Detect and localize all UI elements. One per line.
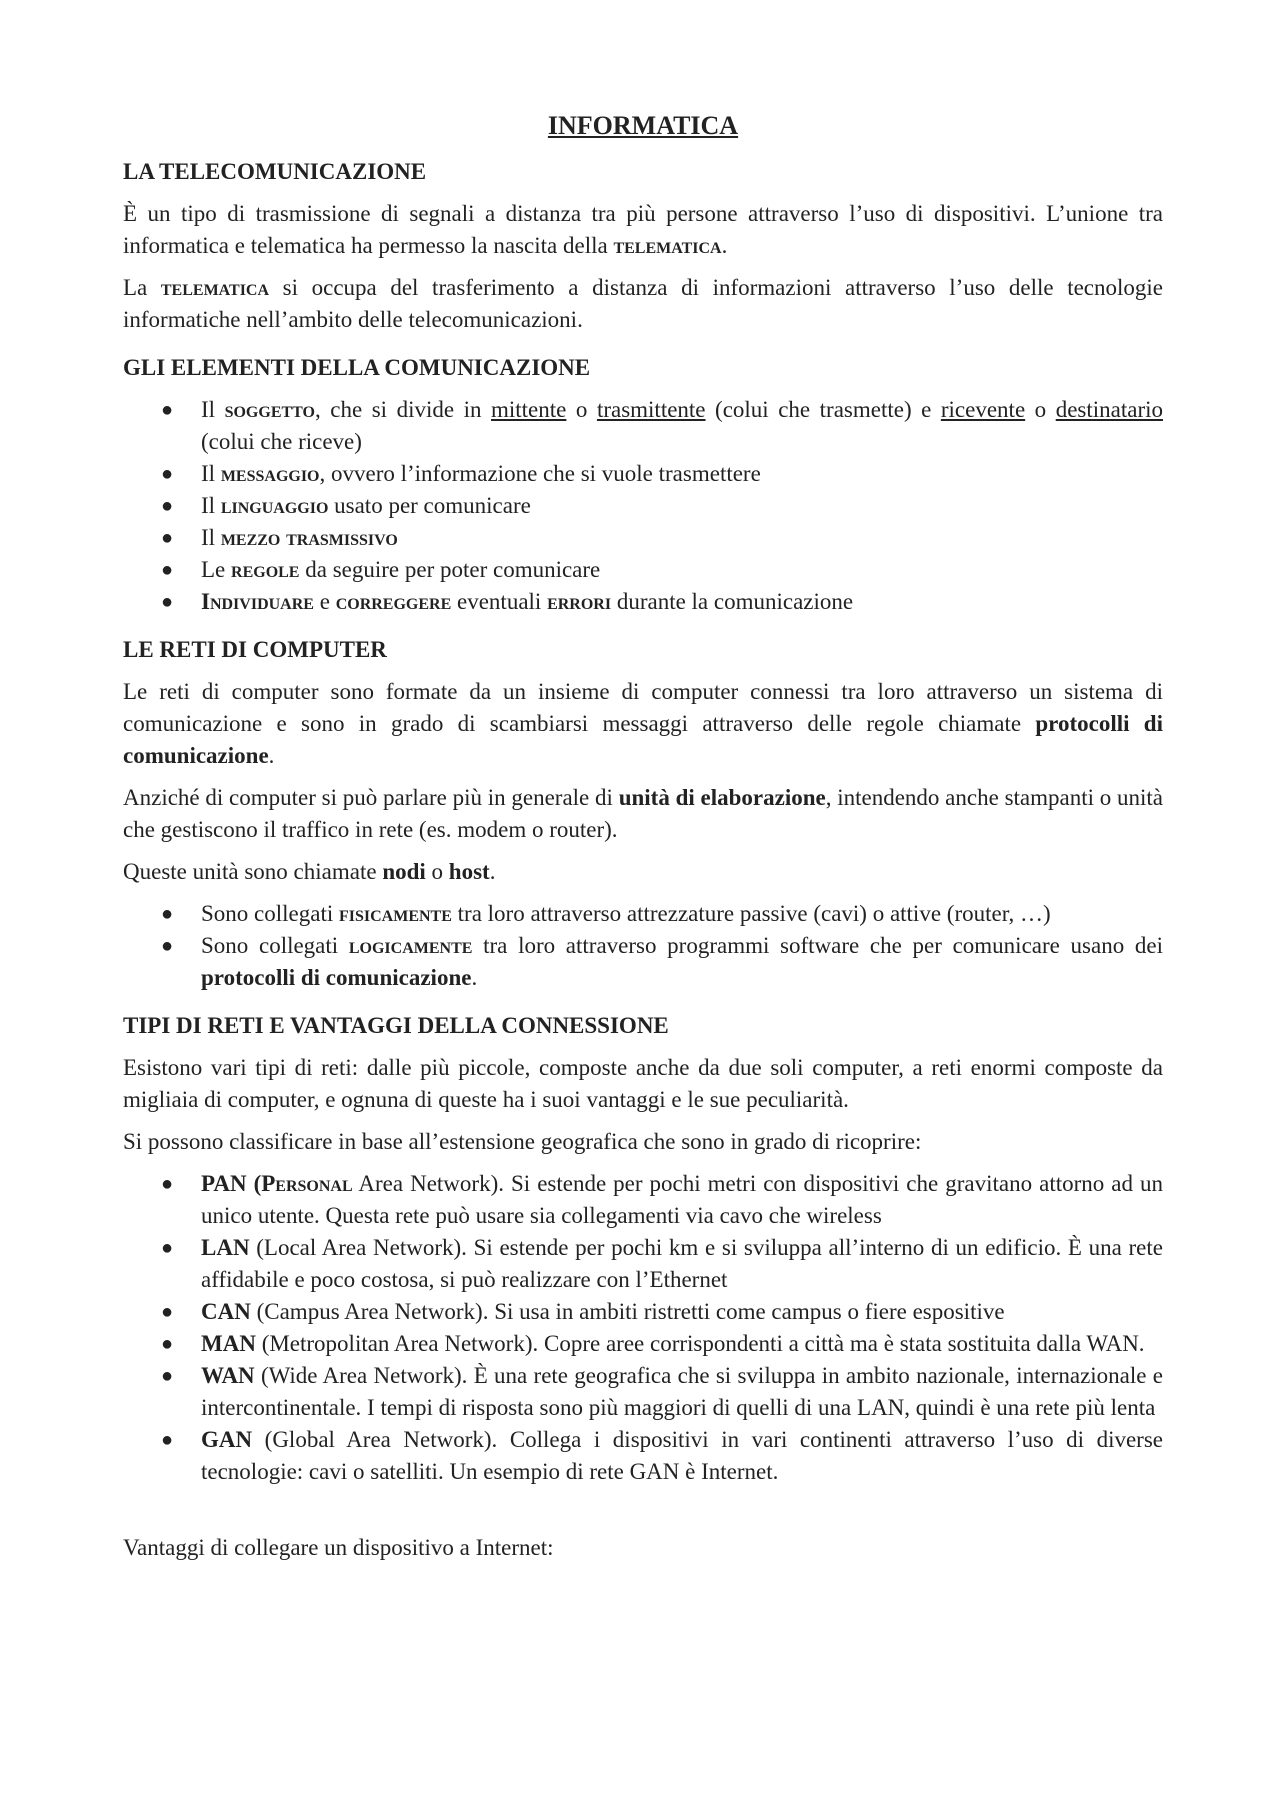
bullet-icon: ● [161, 559, 174, 581]
list-item: ● Individuare e correggere eventuali errori durante la comunicazione [201, 586, 1163, 618]
document-page [123, 100, 1163, 1574]
paragraph-vantaggi: Vantaggi di collegare un dispositivo a Internet: [123, 1535, 554, 1560]
list-item-pan: ● PAN (Personal Area Network). Si estende per pochi metri con dispositivi che gravitano attorno ad un unico utente. Questa rete può usare sia collegamenti via cavo che wireless [201, 1168, 1163, 1232]
list-collegamenti [123, 898, 1163, 994]
list-item: ● Sono collegati logicamente tra loro attraverso programmi software che per comunicare usano dei protocolli di comunicazione. [201, 930, 1163, 994]
bullet-icon: ● [161, 903, 174, 925]
bullet-icon: ● [161, 399, 174, 421]
list-item: ● Sono collegati fisicamente tra loro attraverso attrezzature passive (cavi) o attive (router, …) [201, 898, 1163, 930]
paragraph: Esistono vari tipi di reti: dalle più piccole, composte anche da due soli computer, a reti enormi composte da migliaia di computer, e ognuna di queste ha i suoi vantaggi e le sue peculiarità. [123, 1055, 1163, 1112]
list-item-gan: ● GAN (Global Area Network). Collega i dispositivi in vari continenti attraverso l’uso di diverse tecnologie: cavi o satelliti. Un esempio di rete GAN è Internet. [201, 1424, 1163, 1488]
bullet-icon: ● [161, 1333, 174, 1355]
bullet-icon: ● [161, 591, 174, 613]
list-item: ● Il messaggio, ovvero l’informazione che si vuole trasmettere [201, 458, 1163, 490]
paragraph: È un tipo di trasmissione di segnali a distanza tra più persone attraverso l’uso di dispositivi. L’unione tra informatica e telematica ha permesso la nascita della telematica. [123, 201, 1163, 258]
list-item: ● Il mezzo trasmissivo [201, 522, 1163, 554]
bullet-icon: ● [161, 463, 174, 485]
list-elementi [123, 394, 1163, 618]
list-item: ● Il linguaggio usato per comunicare [201, 490, 1163, 522]
list-item-lan: ● LAN (Local Area Network). Si estende per pochi km e si sviluppa all’interno di un edificio. È una rete affidabile e poco costosa, si può realizzare con l’Ethernet [201, 1232, 1163, 1296]
paragraph: Le reti di computer sono formate da un insieme di computer connessi tra loro attraverso un sistema di comunicazione e sono in grado di scambiarsi messaggi attraverso delle regole chiamate protocolli di comunicazione. [123, 679, 1163, 768]
list-item: ● Il soggetto, che si divide in mittente o trasmittente (colui che trasmette) e ricevente o destinatario (colui che riceve) [201, 394, 1163, 458]
section-heading-telecomunicazione: LA TELECOMUNICAZIONE [123, 159, 427, 184]
section-heading-tipi-reti: TIPI DI RETI E VANTAGGI DELLA CONNESSIONE [123, 1013, 669, 1038]
paragraph: Queste unità sono chiamate nodi o host. [123, 859, 496, 884]
paragraph: Si possono classificare in base all’estensione geografica che sono in grado di ricoprire: [123, 1129, 922, 1154]
bullet-icon: ● [161, 935, 174, 957]
section-heading-elementi: GLI ELEMENTI DELLA COMUNICAZIONE [123, 355, 591, 380]
paragraph: Anziché di computer si può parlare più in generale di unità di elaborazione, intendendo anche stampanti o unità che gestiscono il traffico in rete (es. modem o router). [123, 785, 1163, 842]
list-item-can: ● CAN (Campus Area Network). Si usa in ambiti ristretti come campus o fiere espositive [201, 1296, 1163, 1328]
bullet-icon: ● [161, 1365, 174, 1387]
bullet-icon: ● [161, 527, 174, 549]
bullet-icon: ● [161, 1173, 174, 1195]
bullet-icon: ● [161, 495, 174, 517]
bullet-icon: ● [161, 1301, 174, 1323]
bullet-icon: ● [161, 1237, 174, 1259]
list-item-man: ● MAN (Metropolitan Area Network). Copre aree corrispondenti a città ma è stata sostituita dalla WAN. [201, 1328, 1163, 1360]
list-tipi-reti [123, 1168, 1163, 1488]
section-heading-reti-computer: LE RETI DI COMPUTER [123, 637, 387, 662]
list-item: ● Le regole da seguire per poter comunicare [201, 554, 1163, 586]
bullet-icon: ● [161, 1429, 174, 1451]
page-title: INFORMATICA [547, 111, 739, 140]
paragraph: La telematica si occupa del trasferimento a distanza di informazioni attraverso l’uso delle tecnologie informatiche nell’ambito delle telecomunicazioni. [123, 275, 1163, 332]
list-item-wan: ● WAN (Wide Area Network). È una rete geografica che si sviluppa in ambito nazionale, internazionale e intercontinentale. I tempi di risposta sono più maggiori di quelli di una LAN, quindi è una rete più lenta [201, 1360, 1163, 1424]
